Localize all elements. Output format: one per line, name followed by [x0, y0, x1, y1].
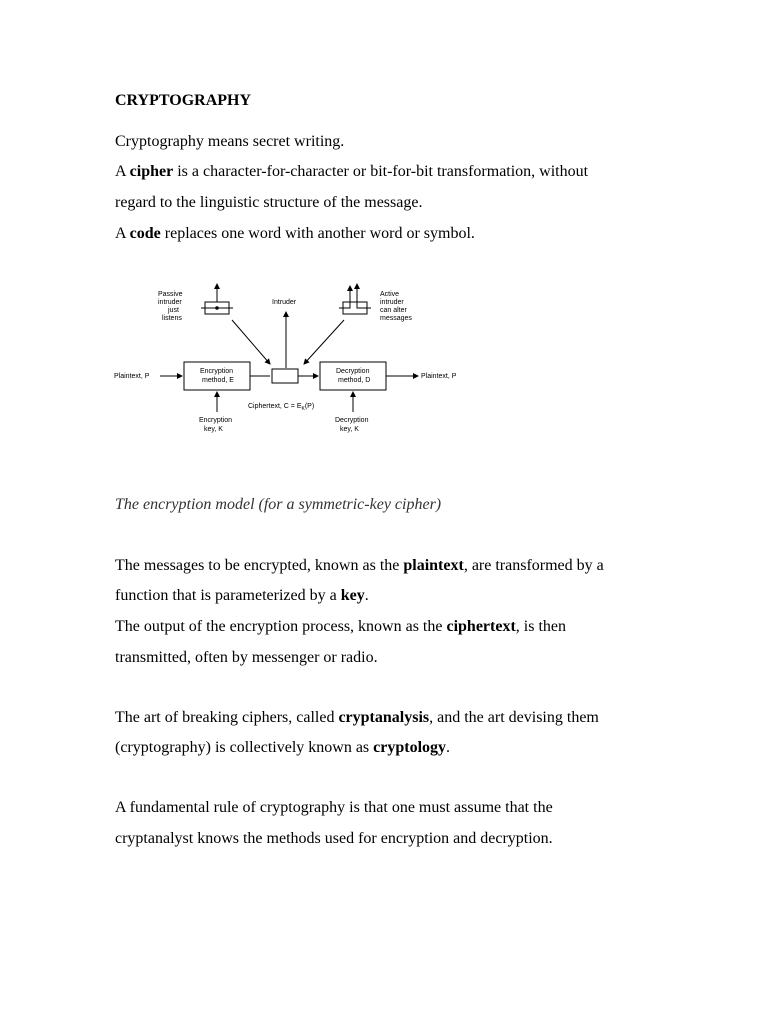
decryption-method-box [320, 362, 386, 390]
body-line-3 [115, 617, 566, 637]
ciphertext-box [272, 369, 298, 383]
active-intruder-label-2: intruder [380, 299, 404, 306]
passive-intruder-label-4: listens [162, 315, 182, 322]
body-line-6-pre: (cryptography) is collectively known as [115, 739, 374, 756]
term-key: key [340, 587, 365, 604]
intro-line-4-pre: A [115, 225, 130, 242]
body-line-1 [115, 556, 604, 576]
term-ciphertext: ciphertext [446, 618, 516, 635]
body-line-5-post: , and the art devising them [429, 709, 599, 726]
plaintext-output-label: Plaintext, P [421, 373, 457, 380]
intro-line-4 [115, 224, 475, 244]
intro-line-1: Cryptography means secret writing. [115, 133, 345, 150]
body-line-2-pre: function that is parameterized by a [115, 587, 341, 604]
decryption-box-label-1: Decryption [336, 368, 370, 375]
page-title: CRYPTOGRAPHY [115, 92, 252, 109]
encryption-key-label-1: Encryption [199, 417, 233, 424]
figure-caption: The encryption model (for a symmetric-key cipher) [115, 496, 442, 513]
body-line-5 [115, 708, 599, 728]
term-cryptanalysis: cryptanalysis [338, 709, 430, 726]
plaintext-input-label: Plaintext, P [114, 373, 150, 380]
active-intruder-label-3: can alter [380, 307, 407, 314]
encryption-model-diagram [100, 272, 480, 452]
body-line-5-pre: The art of breaking ciphers, called [115, 709, 339, 726]
term-cipher: cipher [129, 163, 174, 180]
passive-diagonal-arrow [232, 320, 270, 364]
active-intruder-label-1: Active [380, 291, 400, 298]
active-intruder-label-4: messages [380, 315, 412, 322]
decryption-key-label-2: key, K [340, 426, 359, 433]
ciphertext-formula-sub: K [301, 406, 305, 412]
intro-line-2 [115, 162, 588, 182]
body-line-2 [115, 586, 369, 606]
term-cryptology: cryptology [373, 739, 447, 756]
body-line-2-post: . [364, 587, 369, 604]
intruder-label: Intruder [272, 299, 297, 306]
body-line-7: A fundamental rule of cryptography is that one must assume that the [115, 799, 553, 816]
body-line-1-pre: The messages to be encrypted, known as the [115, 557, 404, 574]
body-line-8: cryptanalyst knows the methods used for encryption and decryption. [115, 830, 553, 847]
ciphertext-formula-post: (P) [304, 403, 315, 410]
body-line-6-post: . [446, 739, 451, 756]
active-in-line [357, 286, 371, 308]
term-code: code [129, 225, 161, 242]
body-line-3-post: , is then [515, 618, 567, 635]
encryption-box-label-2: method, E [202, 377, 234, 384]
body-line-3-pre: The output of the encryption process, known as the [115, 618, 447, 635]
ciphertext-formula [248, 403, 314, 412]
active-out-arrow [339, 286, 350, 308]
encryption-key-label-2: key, K [204, 426, 223, 433]
intro-line-4-post: replaces one word with another word or symbol. [160, 225, 475, 242]
passive-tap-dot [215, 306, 219, 310]
passive-intruder-label-1: Passive [158, 291, 183, 298]
intro-line-3: regard to the linguistic structure of the message. [115, 194, 423, 211]
encryption-box-label-1: Encryption [200, 368, 234, 375]
passive-intruder-label-2: intruder [158, 299, 182, 306]
intro-line-2-pre: A [115, 163, 130, 180]
ciphertext-formula-pre: Ciphertext, C = E [248, 403, 302, 410]
term-plaintext: plaintext [403, 557, 464, 574]
decryption-box-label-2: method, D [338, 377, 371, 384]
active-diagonal-arrow [304, 320, 344, 364]
decryption-key-label-1: Decryption [335, 417, 369, 424]
intro-line-2-post: is a character-for-character or bit-for-bit transformation, without [173, 163, 589, 180]
body-line-1-post: , are transformed by a [463, 557, 604, 574]
body-line-4: transmitted, often by messenger or radio. [115, 649, 378, 666]
body-line-6 [115, 738, 450, 758]
encryption-method-box [184, 362, 250, 390]
passive-intruder-label-3: just [168, 307, 179, 314]
